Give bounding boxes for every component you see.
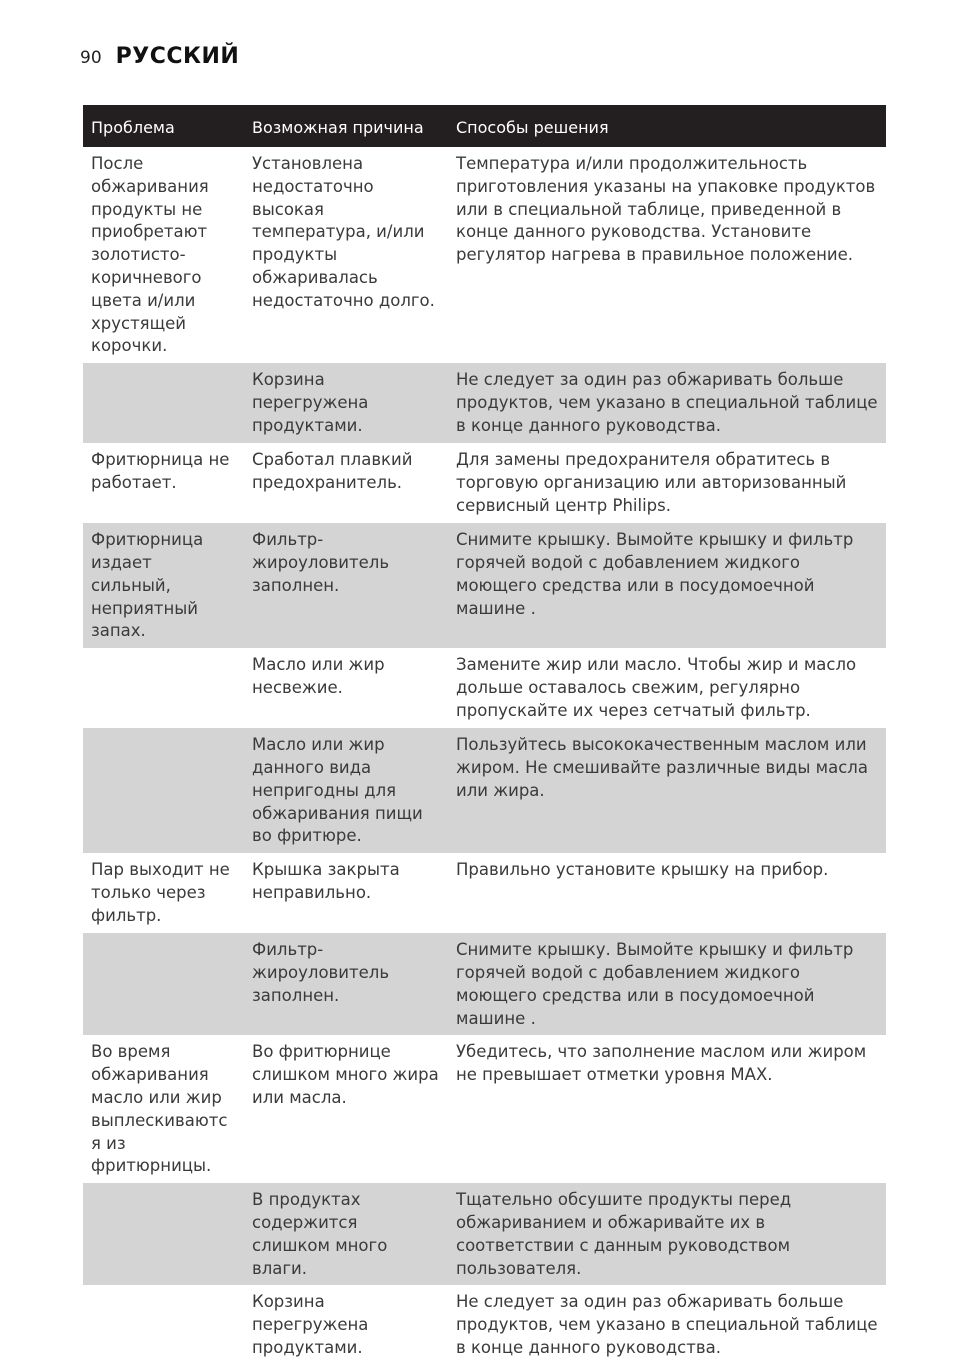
cell-cause: Крышка закрыта неправильно. (252, 860, 400, 902)
column-header-cause: Возможная причина (244, 105, 448, 147)
section-language-title: РУССКИЙ (115, 44, 240, 69)
cell-solution: Убедитесь, что заполнение маслом или жиром не превышает отметки уровня MAX. (456, 1042, 867, 1085)
cell-cause: Корзина перегружена продуктами. (244, 363, 448, 443)
cell-problem: Фритюрница издает сильный, неприятный запах. (83, 523, 244, 648)
cell-solution: Температура и/или продолжительность приготовления указаны на упаковке продуктов или в специальной таблице, приведенной в конце данного руководства. Установите регулятор нагрева в правильное положение. (456, 154, 876, 265)
cell-cause: Фильтр-жироуловитель заполнен. (244, 523, 448, 648)
table-header-row (83, 105, 886, 147)
table-row (83, 933, 886, 1035)
cell-problem: Пар выходит не только через фильтр. (91, 860, 230, 925)
cell-solution: Замените жир или масло. Чтобы жир и масло дольше оставалось свежим, регулярно пропускайте их через сетчатый фильтр. (456, 655, 857, 720)
page-number: 90 (80, 48, 102, 68)
page-header (80, 44, 239, 69)
cell-solution: Тщательно обсушите продукты перед обжариванием и обжаривайте их в соответствии с данным руководством пользователя. (448, 1183, 886, 1285)
troubleshooting-table (83, 105, 886, 1365)
table-row (83, 523, 886, 648)
table-row (83, 1285, 886, 1365)
column-header-problem: Проблема (83, 105, 244, 147)
cell-problem: Фритюрница не работает. (91, 450, 230, 492)
cell-problem: После обжаривания продукты не приобретают золотисто-коричневого цвета и/или хрустящей корочки. (91, 154, 209, 356)
cell-problem (83, 1183, 244, 1285)
cell-problem (83, 728, 244, 853)
table-row (83, 1035, 886, 1183)
cell-solution: Не следует за один раз обжаривать больше продуктов, чем указано в специальной таблице в конце данного руководства. (448, 363, 886, 443)
table-row (83, 648, 886, 728)
cell-cause: Масло или жир данного вида непригодны для обжаривания пищи во фритюре. (244, 728, 448, 853)
cell-problem (83, 933, 244, 1035)
cell-problem (83, 363, 244, 443)
cell-cause: Во фритюрнице слишком много жира или масла. (252, 1042, 439, 1107)
table-row (83, 1183, 886, 1285)
table-row (83, 728, 886, 853)
cell-cause: Фильтр-жироуловитель заполнен. (244, 933, 448, 1035)
cell-solution: Правильно установите крышку на прибор. (456, 860, 829, 880)
table-row (83, 853, 886, 933)
cell-cause: Корзина перегружена продуктами. (252, 1292, 369, 1357)
cell-solution: Для замены предохранителя обратитесь в торговую организацию или авторизованный сервисный центр Philips. (456, 450, 847, 515)
cell-cause: Установлена недостаточно высокая температура, и/или продукты обжаривалась недостаточно долго. (252, 154, 435, 310)
cell-solution: Снимите крышку. Вымойте крышку и фильтр горячей водой с добавлением жидкого моющего средства или в посудомоечной машине . (448, 523, 886, 648)
cell-solution: Не следует за один раз обжаривать больше продуктов, чем указано в специальной таблице в конце данного руководства. (456, 1292, 878, 1357)
cell-cause: Масло или жир несвежие. (252, 655, 385, 697)
cell-problem (83, 648, 244, 728)
cell-solution: Снимите крышку. Вымойте крышку и фильтр горячей водой с добавлением жидкого моющего средства или в посудомоечной машине . (448, 933, 886, 1035)
cell-cause: Сработал плавкий предохранитель. (252, 450, 413, 492)
cell-problem (83, 1285, 244, 1365)
cell-solution: Пользуйтесь высококачественным маслом или жиром. Не смешивайте различные виды масла или жира. (448, 728, 886, 853)
cell-cause: В продуктах содержится слишком много влаги. (244, 1183, 448, 1285)
cell-problem: Во время обжаривания масло или жир выплескиваются из фритюрницы. (91, 1042, 228, 1176)
table-row (83, 363, 886, 443)
table-row (83, 147, 886, 363)
table-row (83, 443, 886, 523)
column-header-solution: Способы решения (448, 105, 886, 147)
